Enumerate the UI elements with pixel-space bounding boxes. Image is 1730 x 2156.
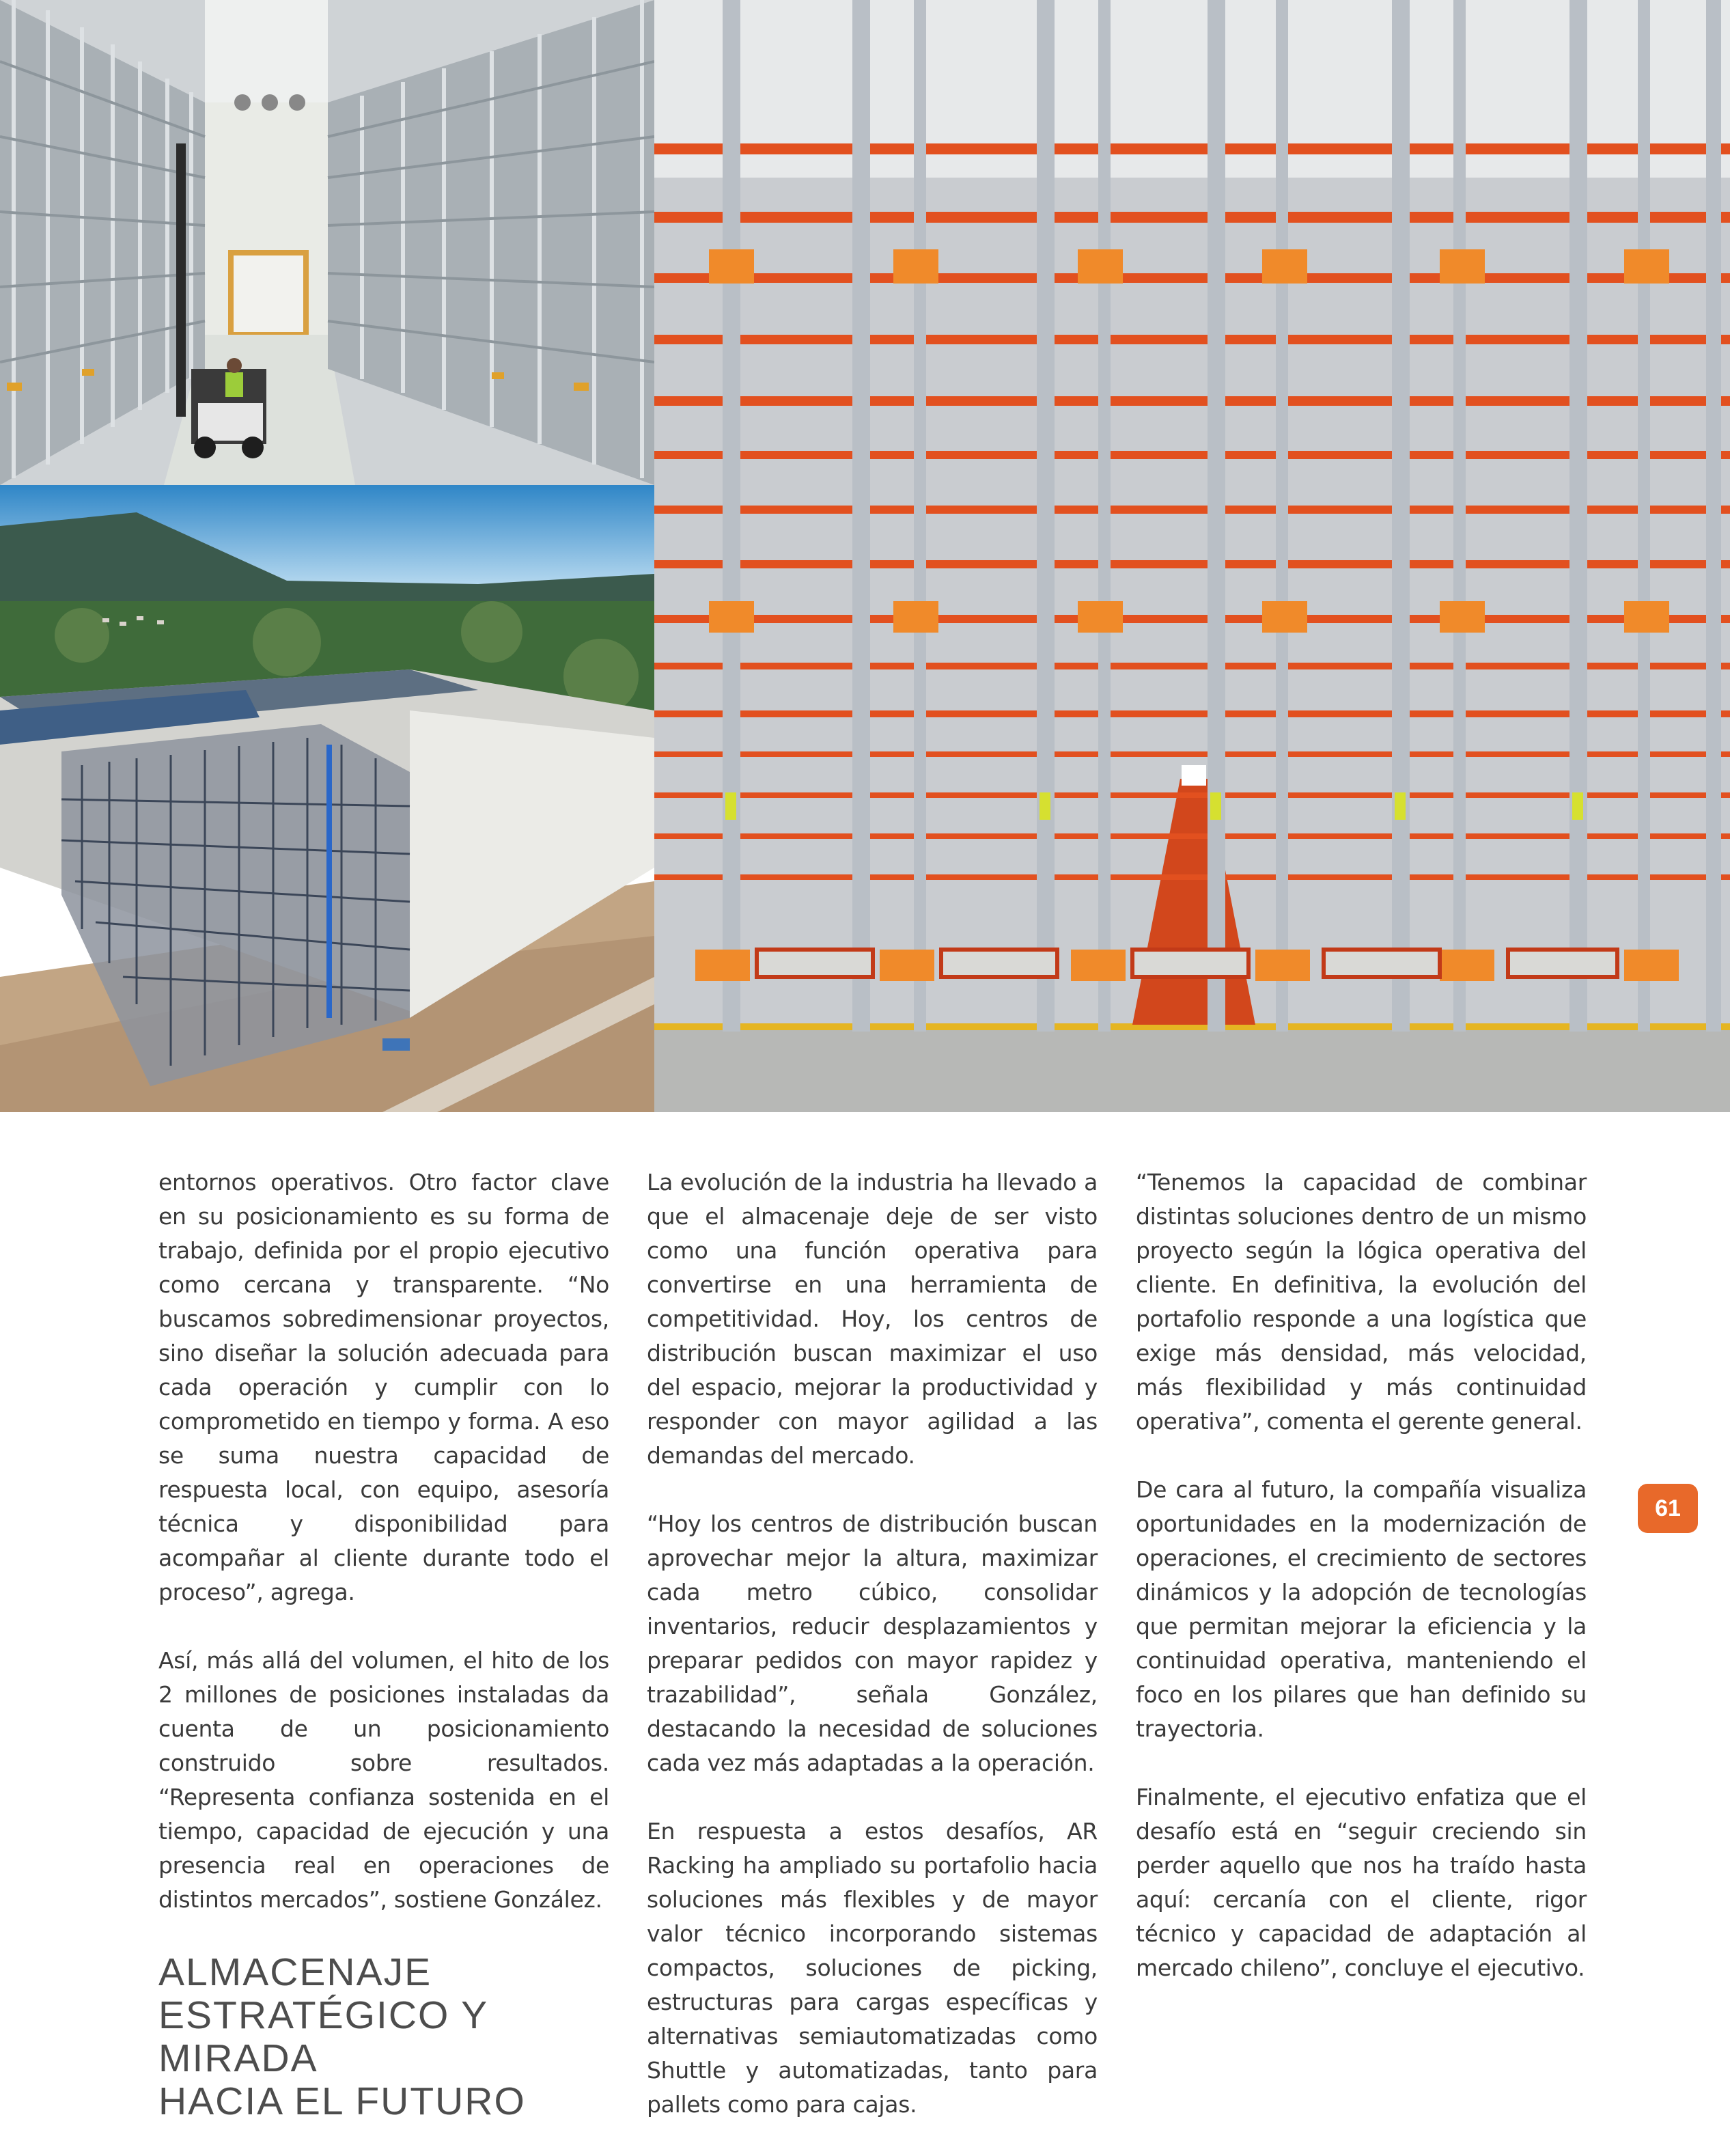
body-paragraph: entornos operativos. Otro factor clave en su posicionamiento es su forma de trabajo, definida por el propio ejecutivo como cercana y transparente. “No buscamos sobredimensionar proyectos, sino diseñar la solución adecuada para cada operación y cumplir con lo comprometido en tiempo y forma. A eso se suma nuestra capacidad de respuesta local, con equipo, asesoría técnica y disponibilidad para acompañar al cliente durante todo el proceso”, agrega.: [158, 1169, 609, 1605]
section-heading-line: ESTRATÉGICO Y MIRADA: [158, 1993, 488, 2080]
body-paragraph: La evolución de la industria ha llevado a que el almacenaje deje de ser visto como una función operativa para convertirse en una herramienta de competitividad. Hoy, los centros de distribución buscan maximizar el uso del espacio, mejorar la productividad y responder con mayor agilidad a las demandas del mercado.: [647, 1169, 1098, 1469]
photo-aerial-warehouse-construction: [0, 485, 654, 1112]
body-paragraph: “Hoy los centros de distribución buscan aprovechar mejor la altura, maximizar cada metro cúbico, consolidar inventarios, reducir desplazamientos y preparar pedidos con mayor rapidez y trazabilidad”, señala González, destacando la necesidad de soluciones cada vez más adaptadas a la operación.: [647, 1510, 1098, 1776]
article-column-3: [1136, 1165, 1587, 2019]
photo-drive-in-racking-forklift: [0, 0, 654, 485]
article-column-1: [158, 1165, 609, 2123]
body-paragraph: De cara al futuro, la compañía visualiza oportunidades en la modernización de operaciones, el crecimiento de sectores dinámicos y la adopción de tecnologías que permitan mejorar la eficiencia y la continuidad operativa, manteniendo el foco en los pilares que han definido su trayectoria.: [1136, 1476, 1587, 1742]
body-paragraph: Así, más allá del volumen, el hito de los 2 millones de posiciones instaladas da cuenta de un posicionamiento construido sobre resultados. “Representa confianza sostenida en el tiempo, capacidad de ejecución y una presencia real en operaciones de distintos mercados”, sostiene González.: [158, 1647, 609, 1913]
body-paragraph: En respuesta a estos desafíos, AR Racking ha ampliado su portafolio hacia soluciones más flexibles y de mayor valor técnico incorporando sistemas compactos, soluciones de picking, estructuras para cargas específicas y alternativas semiautomatizadas como Shuttle y automatizadas, tanto para pallets como para cajas.: [647, 1818, 1098, 2118]
section-heading-line: HACIA EL FUTURO: [158, 2079, 526, 2123]
section-heading-line: ALMACENAJE: [158, 1950, 432, 1994]
page-number-badge: 61: [1638, 1484, 1698, 1533]
section-heading: [158, 1951, 609, 2123]
body-paragraph: “Tenemos la capacidad de combinar distintas soluciones dentro de un mismo proyecto según la lógica operativa del cliente. En definitiva, la evolución del portafolio responde a una logística que exige más densidad, más velocidad, más flexibilidad y más continuidad operativa”, comenta el gerente general.: [1136, 1169, 1587, 1435]
article-column-2: [647, 1165, 1098, 2156]
body-paragraph: Finalmente, el ejecutivo enfatiza que el desafío está en “seguir creciendo sin perder aquello que nos ha traído hasta aquí: cercanía con el cliente, rigor técnico y capacidad de adaptación al mercado chileno”, concluye el ejecutivo.: [1136, 1784, 1587, 1981]
photo-shuttle-racking-orange-beams: [654, 0, 1730, 1112]
